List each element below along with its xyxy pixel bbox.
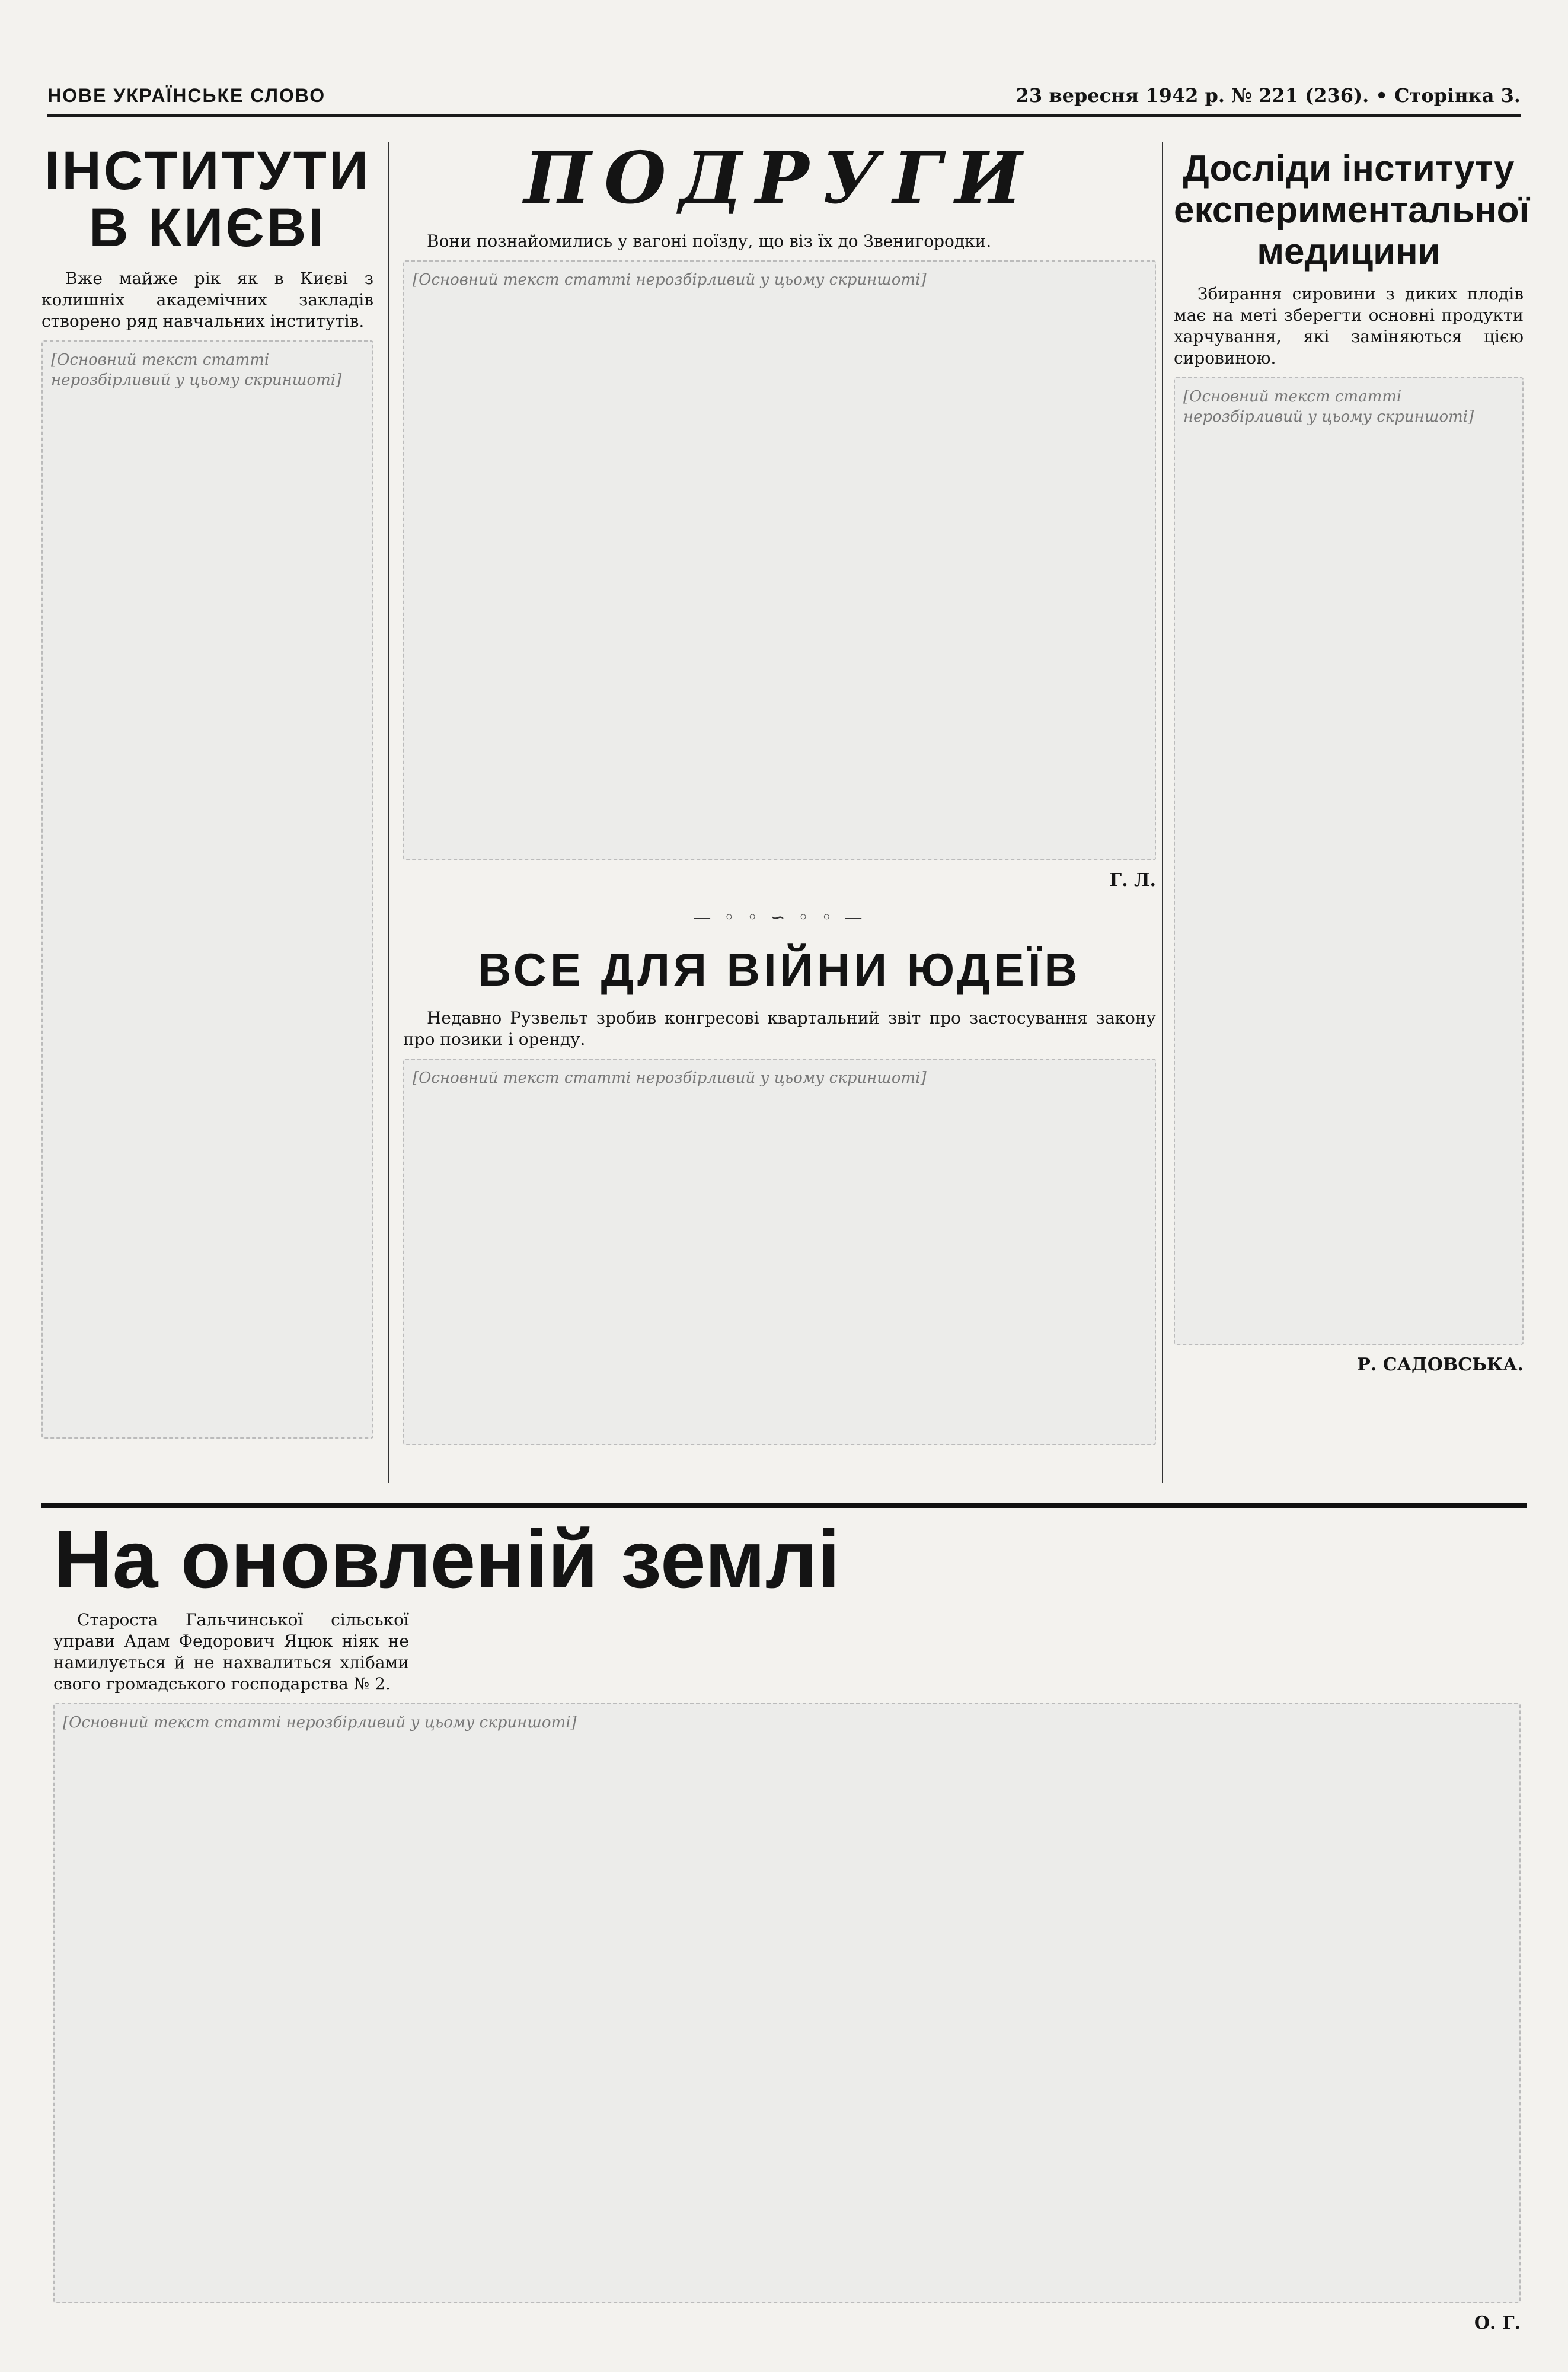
section-separator: — ◦ ◦ ∽ ◦ ◦ — xyxy=(693,907,866,928)
article-doslidy xyxy=(1174,148,1529,1465)
article-oneland-signature: О. Г. xyxy=(1474,2313,1521,2333)
article-institutes-title-line2: В КИЄВІ xyxy=(89,197,326,258)
article-doslidy-title-line2: експериментальної xyxy=(1174,190,1529,231)
column-divider-1 xyxy=(388,142,389,1482)
article-podrugy-body-placeholder: [Основний текст статті нерозбірливий у цьому скриншоті] xyxy=(403,260,1156,860)
article-institutes xyxy=(41,142,373,1459)
article-podrugy-paragraph-1: Вони познайомились у вагоні поїзду, що віз їх до Звенигородки. xyxy=(427,231,992,251)
column-divider-2 xyxy=(1162,142,1163,1482)
article-vse xyxy=(403,943,1156,1459)
article-podrugy xyxy=(403,136,1156,901)
article-doslidy-title-line1: Досліди інституту xyxy=(1183,148,1515,189)
paper-title: НОВЕ УКРАЇНСЬКЕ СЛОВО xyxy=(47,85,326,106)
article-doslidy-paragraph-1: Збирання сировини з диких плодів має на меті зберегти основні продукти харчування, які заміняються цією сировиною. xyxy=(1174,284,1524,368)
top-bottom-separator xyxy=(41,1503,1527,1508)
article-podrugy-title: ПОДРУГИ xyxy=(523,136,1036,220)
article-vse-title: ВСЕ ДЛЯ ВІЙНИ ЮДЕЇВ xyxy=(478,943,1081,996)
article-podrugy-signature: Г. Л. xyxy=(1109,870,1156,891)
article-oneland-paragraph-1: Староста Гальчинської сільської управи Адам Федорович Яцюк ніяк не намилується й не нахвалиться хлібами свого громадського господарства № 2. xyxy=(53,1610,409,1694)
article-oneland-body-placeholder: [Основний текст статті нерозбірливий у цьому скриншоті] xyxy=(53,1703,1521,2303)
article-doslidy-title-line3: медицини xyxy=(1257,231,1441,272)
masthead xyxy=(47,71,1521,117)
article-institutes-body-placeholder: [Основний текст статті нерозбірливий у цьому скриншоті] xyxy=(41,340,373,1439)
article-oneland xyxy=(53,1514,1521,2336)
article-institutes-title-line1: ІНСТИТУТИ xyxy=(44,141,371,201)
date-issue-page: 23 вересня 1942 р. № 221 (236). • Сторінка 3. xyxy=(1015,84,1521,107)
article-oneland-title: На оновленій землі xyxy=(53,1514,840,1605)
article-vse-paragraph-1: Недавно Рузвельт зробив конгресові квартальний звіт про застосування закону про позики і оренду. xyxy=(403,1008,1156,1049)
article-doslidy-body-placeholder: [Основний текст статті нерозбірливий у цьому скриншоті] xyxy=(1174,377,1524,1345)
article-doslidy-signature: Р. САДОВСЬКА. xyxy=(1357,1354,1524,1375)
article-institutes-paragraph-1: Вже майже рік як в Києві з колишніх академічних закладів створено ряд навчальних інститутів. xyxy=(41,269,373,331)
article-vse-body-placeholder: [Основний текст статті нерозбірливий у цьому скриншоті] xyxy=(403,1059,1156,1445)
